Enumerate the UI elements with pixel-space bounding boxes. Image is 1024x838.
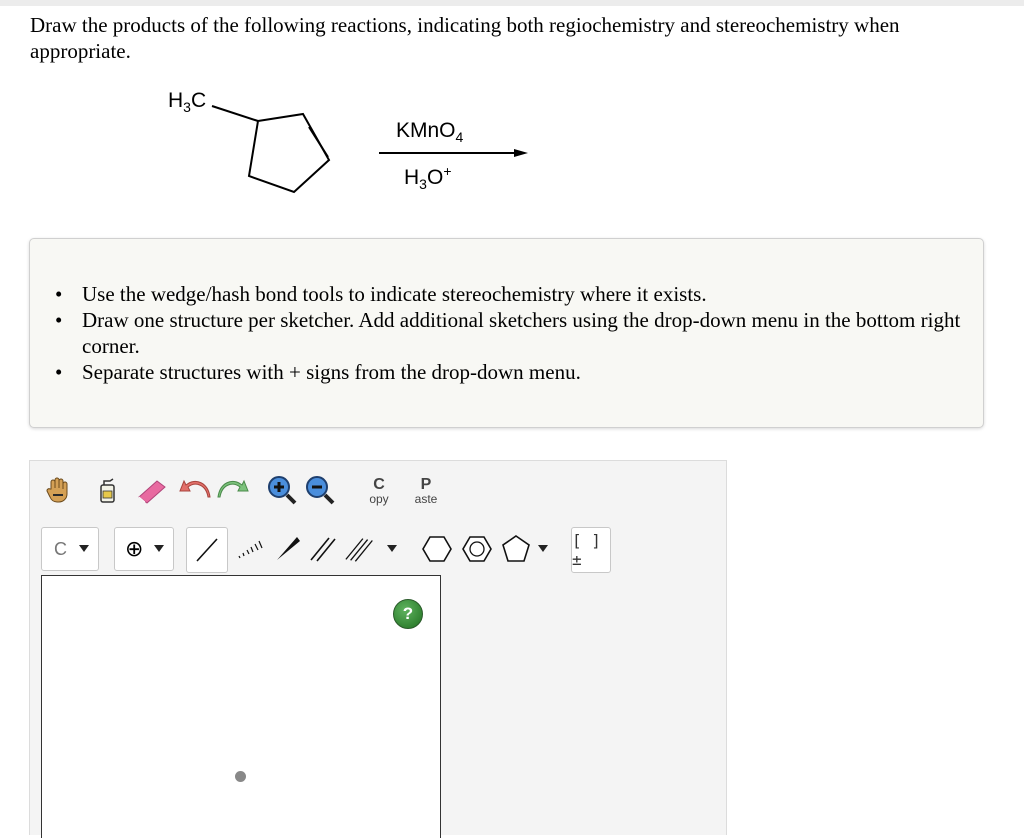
benzene-icon[interactable] [460,532,494,566]
copy-button[interactable] [360,471,398,511]
cyclopentane-icon[interactable] [499,532,533,566]
double-bond-icon[interactable] [306,532,340,566]
paste-label-big: P [420,476,432,493]
instructions-list [82,281,962,385]
paste-button[interactable] [407,471,445,511]
ring-double-bond [309,127,328,157]
hand-icon[interactable] [41,473,75,507]
atom-selector-value: C [54,538,67,559]
eraser-bottle-icon[interactable] [90,473,124,507]
reaction-scheme [150,85,570,215]
reaction-drawing [150,85,570,215]
sketcher-panel [29,460,727,835]
atom-selector[interactable] [41,527,99,571]
bond-dropdown[interactable] [384,539,400,559]
question-text: Draw the products of the following reactions, indicating both regiochemistry and stereochemistry when appropriate. [30,13,900,63]
chevron-down-icon [154,545,164,552]
methyl-label: $H_3C$ [168,89,207,116]
instructions-box [29,238,984,428]
copy-label-big: C [373,476,385,493]
hash-bond-icon[interactable] [232,532,266,566]
canvas-dot-marker [235,771,246,782]
chevron-down-icon [79,545,89,552]
cyclopentene-ring [249,114,329,192]
paste-label-small: aste [414,492,438,506]
bracket-label: [ ]± [572,531,601,569]
reagent-h3o: $H_3O^+$ [404,163,452,193]
drawing-canvas[interactable] [41,575,441,838]
bracket-charge-icon[interactable] [571,527,611,573]
help-button[interactable]: ? [393,599,423,629]
eraser-icon[interactable] [135,473,169,507]
triple-bond-icon[interactable] [344,532,378,566]
reagent-kmno4: KMnO$_4$ [396,119,464,146]
ring-dropdown[interactable] [535,539,551,559]
undo-icon[interactable] [178,473,212,507]
instruction-item: • Draw one structure per sketcher. Add additional sketchers using the drop-down menu in the bottom right corner. [82,307,962,359]
reaction-arrowhead [514,149,528,157]
chevron-down-icon [387,545,397,552]
zoom-out-icon[interactable] [303,473,337,507]
top-bar [0,0,1024,6]
charge-selector[interactable] [114,527,174,571]
cyclohexane-icon[interactable] [420,532,454,566]
charge-plus-icon: ⊕ [125,536,144,562]
redo-icon[interactable] [216,473,250,507]
chevron-down-icon [538,545,548,552]
methyl-bond [212,106,258,121]
wedge-bond-icon[interactable] [270,532,304,566]
instruction-item: • Use the wedge/hash bond tools to indicate stereochemistry where it exists. [82,281,962,307]
single-bond-icon[interactable] [186,527,228,573]
zoom-in-icon[interactable] [265,473,299,507]
copy-label-small: opy [369,492,389,506]
instruction-item: • Separate structures with + signs from the drop-down menu. [82,359,962,385]
